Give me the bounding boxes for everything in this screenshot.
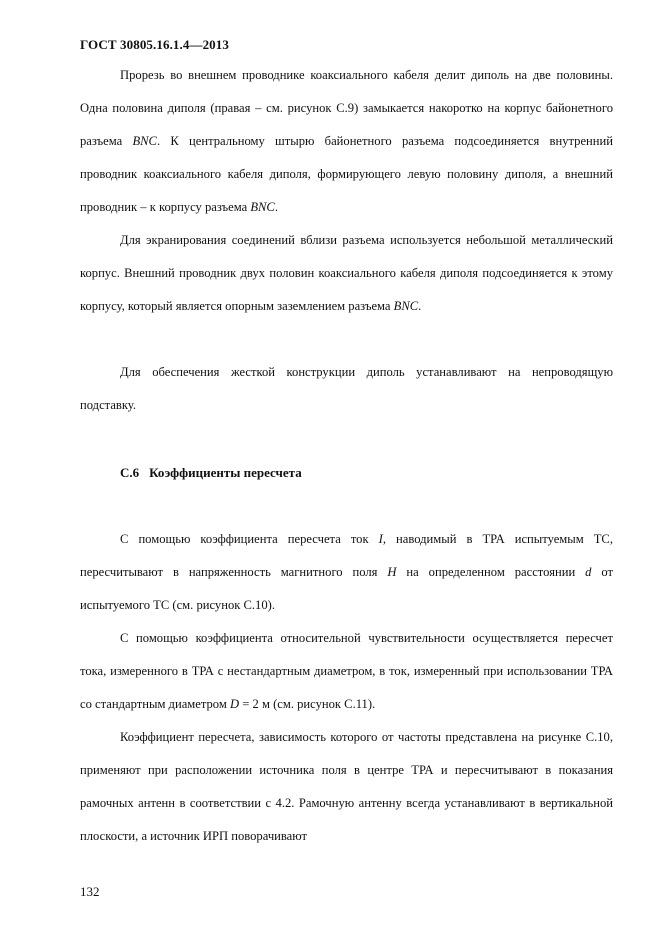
text-run: Для экранирования соединений вблизи разъема используется небольшой металлический корпус. Внешний проводник двух половин коаксиального кабеля диполя подсоединяется к этому корпусу, который является опорным заземлением разъема [80,233,613,313]
section-number: С.6 [120,465,140,480]
paragraph-2 [80,224,613,323]
document-header: ГОСТ 30805.16.1.4—2013 [80,37,229,52]
text-run: . [418,299,422,313]
text-run: = 2 м (см. рисунок С.11). [239,697,376,711]
text-run: С помощью коэффициента относительной чувствительности осуществляется пересчет тока, измеренного в ТРА с нестандартным диаметром, в ток, измеренный при использовании ТРА со стандартным диаметром [80,631,613,711]
text-run: С помощью коэффициента пересчета ток [120,532,379,546]
italic-term: BNC [132,134,157,148]
italic-term: D [230,697,240,711]
paragraph-3 [80,356,613,422]
section-title: Коэффициенты пересчета [149,465,302,480]
paragraph-6 [80,721,613,853]
italic-term: I [378,532,383,546]
text-run: Коэффициент пересчета, зависимость которого от частоты представлена на рисунке С.10, применяют при расположении источника поля в центре ТРА и пересчитывают в показания рамочных антенн в соответствии с 4.2. Рамочную антенну всегда устанавливают в вертикальной плоскости, а источник ИРП поворачивают [80,730,613,843]
paragraph-1 [80,59,613,224]
text-run: . [274,200,278,214]
text-run: , наводимый в ТРА испытуемым ТС, пересчитывают в напряженность магнитного поля [80,532,613,579]
italic-term: H [387,565,397,579]
text-run: от испытуемого ТС (см. рисунок С.10). [80,565,613,612]
paragraph-4 [80,523,613,622]
text-run: Прорезь во внешнем проводнике коаксиального кабеля делит диполь на две половины. Одна половина диполя (правая – см. рисунок С.9) замыкается накоротко на корпус байонетного разъема [80,68,613,148]
italic-term: BNC [250,200,275,214]
text-run: Для обеспечения жесткой конструкции диполь устанавливают на непроводящую подставку. [80,365,613,412]
text-run: на определенном расстоянии [396,565,586,579]
italic-term: BNC [393,299,419,313]
paragraph-5 [80,622,613,721]
page-number: 132 [80,884,100,899]
section-heading [120,465,302,481]
italic-term: d [585,565,592,579]
text-run: . К центральному штырю байонетного разъема подсоединяется внутренний проводник коаксиального кабеля диполя, формирующего левую половину диполя, а внешний проводник – к корпусу разъема [80,134,613,214]
